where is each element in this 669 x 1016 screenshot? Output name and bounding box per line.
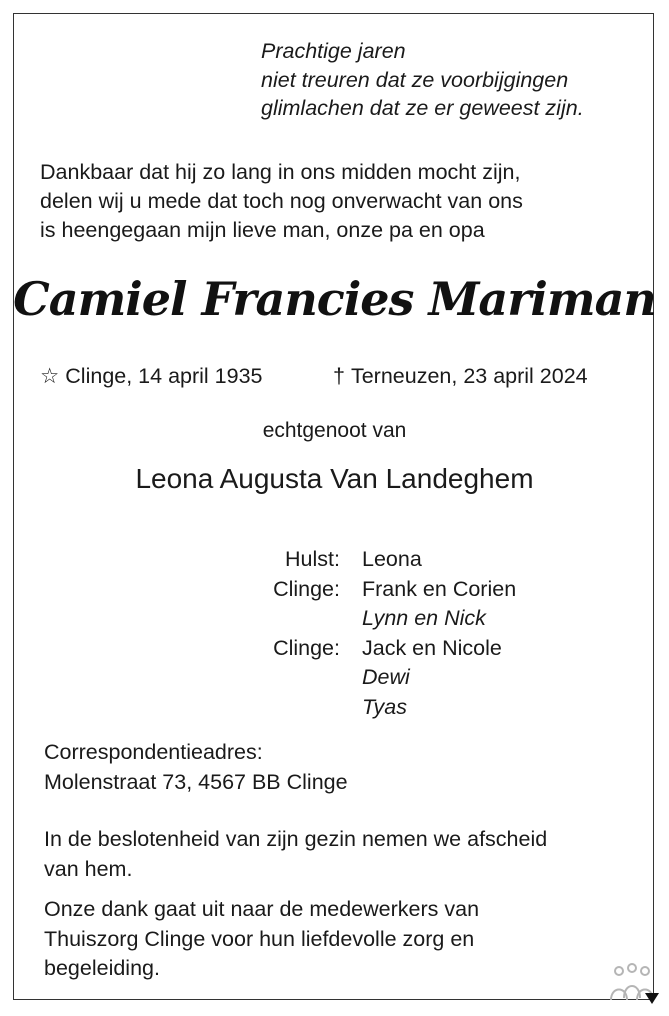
family-names: Leona: [362, 547, 422, 571]
family-list: [200, 545, 516, 722]
family-row: [200, 634, 516, 664]
poem-line: niet treuren dat ze voorbijgingen: [261, 67, 569, 92]
thanks-line: Onze dank gaat uit naar de medewerkers van: [44, 897, 480, 921]
intro-line: is heengegaan mijn lieve man, onze pa en opa: [40, 218, 485, 242]
family-names: Frank en Corien: [362, 576, 517, 601]
farewell-line: In de beslotenheid van zijn gezin nemen we afscheid: [44, 827, 548, 851]
poem: [261, 37, 584, 123]
triangle-down-icon: [645, 993, 659, 1004]
farewell-text: [44, 825, 644, 884]
spouse-name: Leona Augusta Van Landeghem: [135, 463, 534, 494]
correspondence-address: Molenstraat 73, 4567 BB Clinge: [44, 769, 348, 794]
spouse-label: echtgenoot van: [262, 419, 407, 442]
birth-text: Clinge, 14 april 1935: [65, 364, 263, 388]
farewell-line: van hem.: [44, 856, 133, 881]
family-place: [200, 663, 362, 693]
family-names: Lynn en Nick: [362, 606, 486, 630]
poem-line: Prachtige jaren: [261, 39, 406, 63]
family-names: Jack en Nicole: [362, 635, 502, 660]
family-row: [200, 545, 516, 575]
family-place: Hulst:: [285, 547, 340, 571]
deceased-name: Camiel Francies Mariman: [13, 272, 656, 326]
thanks-line: begeleiding.: [44, 956, 160, 980]
family-names: Tyas: [362, 694, 407, 719]
intro-line: delen wij u mede dat toch nog onverwacht van ons: [40, 189, 523, 213]
death-info: [333, 364, 588, 389]
family-row: [200, 575, 516, 605]
cross-icon: †: [333, 364, 345, 388]
thanks-line: Thuiszorg Clinge voor hun liefdevolle zorg en: [44, 926, 475, 951]
family-place: [200, 693, 362, 723]
birth-info: [40, 364, 263, 389]
death-text: Terneuzen, 23 april 2024: [350, 364, 588, 388]
family-row: [200, 604, 516, 634]
star-icon: ☆: [40, 364, 60, 388]
intro-line: Dankbaar dat hij zo lang in ons midden mocht zijn,: [40, 160, 521, 184]
family-place: [200, 604, 362, 634]
family-names: Dewi: [362, 665, 410, 689]
poem-line: glimlachen dat ze er geweest zijn.: [261, 96, 584, 120]
family-place: Clinge:: [273, 635, 340, 660]
family-row: [200, 663, 516, 693]
correspondence-label: Correspondentieadres:: [44, 740, 263, 764]
family-row: [200, 693, 516, 723]
intro-text: [40, 158, 523, 245]
thanks-text: [44, 895, 644, 984]
family-place: Clinge:: [273, 576, 340, 601]
correspondence: [44, 738, 348, 797]
